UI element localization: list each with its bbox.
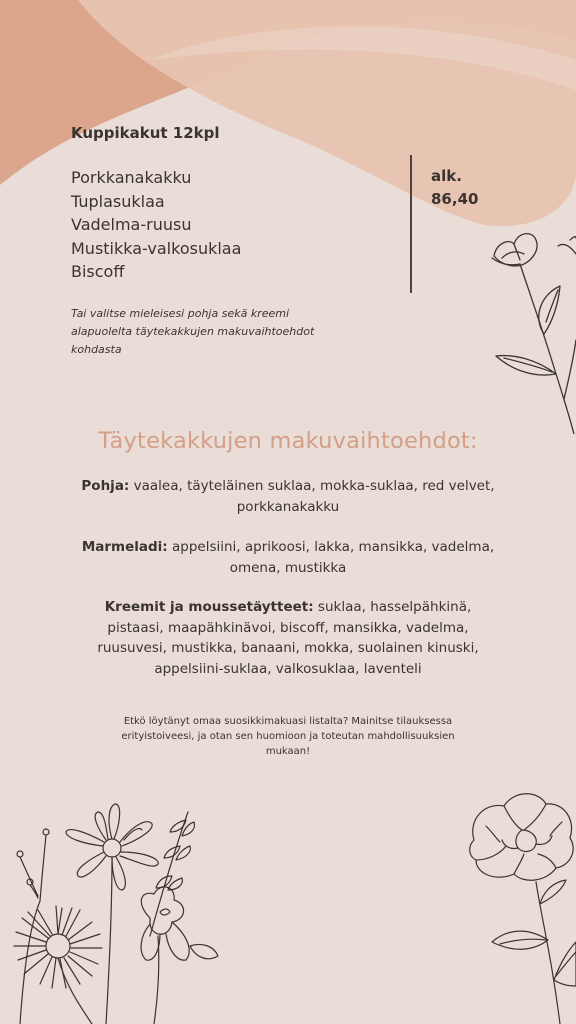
daisy-aster-bouquet-icon xyxy=(0,796,230,1024)
poppy-flower-icon xyxy=(486,224,576,434)
cake-cream-options xyxy=(78,597,498,679)
section-text: vaalea, täyteläinen suklaa, mokka-suklaa, red velvet, porkkanakakku xyxy=(129,478,495,515)
section-label: Marmeladi: xyxy=(81,539,168,555)
section-label: Pohja: xyxy=(81,478,130,494)
section-text: appelsiini, aprikoosi, lakka, mansikka, vadelma, omena, mustikka xyxy=(167,539,495,576)
flavor-item: Mustikka-valkosuklaa xyxy=(71,238,242,258)
flavor-item: Vadelma-ruusu xyxy=(71,215,192,234)
cupcake-note: Tai valitse mieleisesi pohja sekä kreemi alapuolelta täytekakkujen makuvaihtoehdot kohdasta xyxy=(71,307,315,356)
rose-flower-icon xyxy=(466,790,576,1024)
cake-flavors-title: Täytekakkujen makuvaihtoehdot: xyxy=(98,428,478,454)
cupcake-section-title: Kuppikakut 12kpl xyxy=(71,124,220,142)
price-value: 86,40 xyxy=(431,190,479,208)
cake-base-options xyxy=(78,476,498,517)
flavor-item: Biscoff xyxy=(71,262,125,281)
cake-marmalade-options xyxy=(78,537,498,578)
cupcake-flavor-list xyxy=(71,166,241,284)
section-text: suklaa, hasselpähkinä, pistaasi, maapähkinävoi, biscoff, mansikka, vadelma, ruusuvesi, mustikka, banaani, mokka, suolainen kinuski, appelsiini-suklaa, valkosuklaa, laventeli xyxy=(97,599,479,677)
flavor-item: Porkkanakakku xyxy=(71,168,192,187)
section-label: Kreemit ja moussetäytteet: xyxy=(104,599,314,615)
price-label: alk. xyxy=(431,167,462,185)
vertical-divider xyxy=(410,155,412,293)
footer-note: Etkö löytänyt omaa suosikkimakuasi listalta? Mainitse tilauksessa erityistoiveesi, ja otan sen huomioon ja toteutan mahdollisuuksien mukaan! xyxy=(121,716,455,757)
flavor-item: Tuplasuklaa xyxy=(71,191,165,211)
